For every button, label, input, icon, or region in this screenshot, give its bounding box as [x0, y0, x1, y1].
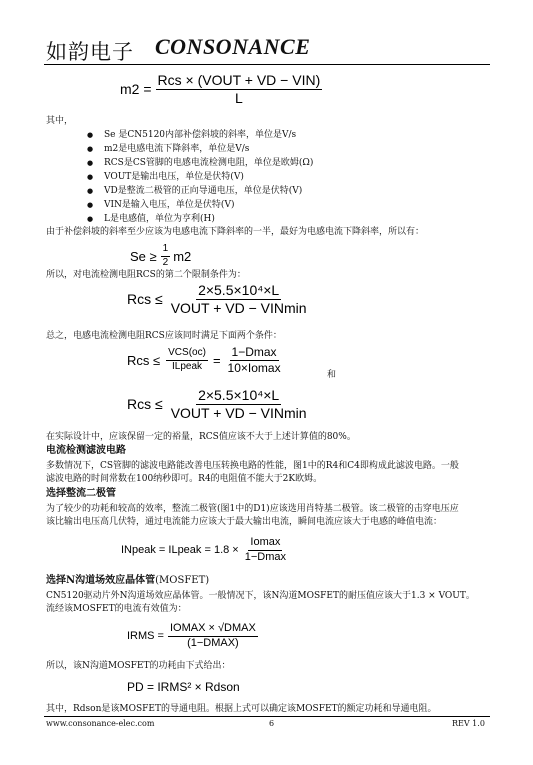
eq-rcsa-fraction-1: [166, 348, 208, 372]
eq-rcsb-lhs: Rcs ≤: [127, 396, 163, 413]
eq-rcsb-numerator: 2×5.5×10⁴×L: [198, 387, 280, 403]
eq-irms-fraction: [168, 623, 258, 649]
bullet-item: Se 是CN5120内部补偿斜坡的斜率，单位是V/s: [104, 130, 297, 140]
bullet-item: VIN是输入电压，单位是伏特(V): [104, 200, 235, 210]
eq-se-lhs: Se ≥: [130, 248, 157, 264]
bullet-item: VD是整流二极管的正向导通电压，单位是伏特(V): [104, 186, 303, 196]
eq-se-numerator: 1: [161, 244, 171, 257]
section-title-filter: 电流检测滤波电路: [46, 445, 126, 456]
eq-rcs2-fraction: [169, 283, 309, 315]
section-title-mosfet: [46, 575, 209, 587]
eq-se-rhs: m2: [173, 248, 192, 264]
equation-rcs-limit: [127, 283, 309, 315]
eq-se-fraction: [161, 244, 171, 268]
bullet-dot: ●: [87, 187, 94, 195]
eq-m2-fraction: [156, 73, 323, 105]
equation-rcs-condition-b: [127, 388, 309, 420]
eq-inpeak-denominator: 1−Dmax: [244, 550, 287, 563]
eq-rcsb-denominator: VOUT + VD − VINmin: [170, 404, 307, 421]
eq-inpeak-fraction: [243, 537, 288, 563]
bullet-dot: ●: [87, 201, 94, 209]
equation-rcs-condition-a: [127, 346, 283, 374]
footer-rule: [44, 716, 490, 717]
eq-inpeak-lhs: INpeak = ILpeak = 1.8 ×: [121, 544, 239, 557]
eq-irms-lhs: IRMS =: [127, 630, 164, 643]
equation-pd: PD = IRMS² × Rdson: [127, 680, 240, 694]
paragraph-rdson: 其中，Rdson是该MOSFET的导通电阻。根据上式可以确定该MOSFET的额定功耗和导通电阻。: [46, 704, 437, 714]
eq-rcsa-lhs: Rcs ≤: [127, 352, 161, 368]
equation-inpeak: [121, 537, 288, 563]
eq-rcsa-den1: ILpeak: [172, 360, 203, 372]
section-mosfet-line: 流经该MOSFET的电流有效值为：: [46, 604, 187, 614]
section-mosfet-title-suffix: (MOSFET): [155, 575, 210, 586]
section-mosfet-line: CN5120驱动片外N沟道场效应晶体管。一般情况下，该N沟道MOSFET的耐压值应该大于1.3 × VOUT。: [46, 591, 475, 601]
section-title-diode: 选择整流二极管: [46, 488, 116, 499]
bullet-item: VOUT是输出电压，单位是伏特(V): [104, 172, 244, 182]
brand-chinese: 如韵电子: [46, 40, 134, 64]
eq-rcsa-num1: VCS(oc): [166, 348, 208, 361]
section-diode-line: 为了较少的功耗和较高的效率，整流二极管(图1中的D1)应该选用肖特基二极管。该二极管的击穿电压应: [46, 504, 459, 514]
and-label: 和: [327, 370, 337, 380]
paragraph-second-limit: 所以，对电流检测电阻RCS的第二个限制条件为：: [46, 270, 246, 280]
bullet-dot: ●: [87, 131, 94, 139]
paragraph-slope: 由于补偿斜坡的斜率至少应该为电感电流下降斜率的一半，最好为电感电流下降斜率，所以有：: [46, 227, 425, 237]
bullet-dot: ●: [87, 159, 94, 167]
bullet-item: L是电感值，单位为亨利(H): [104, 214, 215, 224]
bullet-dot: ●: [87, 145, 94, 153]
eq-m2-denominator: L: [234, 89, 243, 106]
header-rule: [44, 64, 490, 65]
footer-revision: REV 1.0: [452, 719, 485, 728]
eq-rcsb-fraction: [169, 388, 309, 420]
paragraph-conditions: 总之，电感电流检测电阻RCS应该同时满足下面两个条件：: [46, 331, 282, 341]
paragraph-power: 所以，该N沟道MOSFET的功耗由下式给出：: [46, 661, 231, 671]
footer-page-number: 6: [269, 719, 275, 728]
footer-url: www.consonance-elec.com: [46, 719, 155, 728]
section-filter-line: 滤波电路的时间常数在100纳秒即可。R4的电阻值不能大于2K欧姆。: [46, 474, 323, 484]
bullet-item: m2是电感电流下降斜率，单位是V/s: [104, 144, 250, 154]
eq-rcsa-fraction-2: [226, 346, 283, 374]
brand-english: CONSONANCE: [155, 34, 311, 59]
eq-rcs2-lhs: Rcs ≤: [127, 291, 163, 308]
section-diode-line: 该比输出电压高几伏特，通过电流能力应该大于最大输出电流，瞬间电流应该大于电感的峰值电流：: [46, 517, 443, 527]
eq-se-denominator: 2: [162, 256, 169, 268]
bullet-dot: ●: [87, 173, 94, 181]
eq-rcsa-den2: 10×Iomax: [227, 360, 281, 375]
eq-m2-lhs: m2 =: [120, 81, 152, 98]
intro-text: 其中，: [46, 116, 74, 126]
eq-inpeak-numerator: Iomax: [248, 537, 282, 551]
eq-rcsa-num2: 1−Dmax: [231, 345, 277, 359]
eq-irms-denominator: (1−DMAX): [187, 636, 239, 649]
equation-irms: [127, 623, 258, 649]
eq-rcs2-numerator: 2×5.5×10⁴×L: [198, 282, 280, 298]
eq-rcsa-equals: =: [212, 352, 221, 368]
section-mosfet-title-text: 选择N沟道场效应晶体管: [46, 575, 156, 586]
paragraph-margin: 在实际设计中，应该保留一定的裕量，RCS值应该不大于上述计算值的80%。: [46, 432, 356, 442]
eq-m2-numerator: Rcs × (VOUT + VD − VIN): [157, 72, 321, 88]
bullet-dot: ●: [87, 215, 94, 223]
eq-rcs2-denominator: VOUT + VD − VINmin: [170, 299, 307, 316]
bullet-item: RCS是CS管脚的电感电流检测电阻，单位是欧姆(Ω): [104, 158, 314, 168]
eq-irms-numerator: IOMAX × √DMAX: [168, 623, 258, 637]
equation-se: [130, 244, 191, 268]
section-filter-line: 多数情况下，CS管脚的滤波电路能改善电压转换电路的性能，图1中的R4和C4即构成此滤波电路。一般: [46, 461, 459, 471]
equation-m2: [120, 73, 322, 105]
